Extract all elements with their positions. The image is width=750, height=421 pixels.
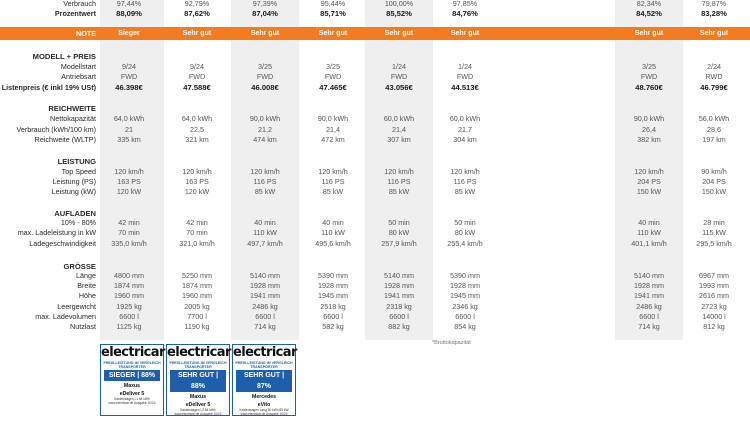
table-cell: 120 km/h — [250, 167, 280, 176]
table-cell: 43.056€ — [385, 83, 413, 92]
rating-cell: Sehr gut — [384, 30, 414, 37]
table-cell: 714 kg — [254, 322, 276, 331]
row-label: max. Ladeleistung in kW — [17, 228, 96, 237]
table-cell: 204 PS — [637, 177, 661, 186]
table-cell: 116 PS — [321, 177, 345, 186]
table-cell: 116 PS — [453, 177, 477, 186]
badge-detail: Kastenwagen L1 64 kWh — [114, 397, 150, 401]
table-cell: 1125 kg — [116, 322, 142, 331]
table-cell: FWD — [120, 72, 138, 81]
table-cell: 120 kW — [184, 187, 210, 196]
table-cell: 1945 mm — [450, 291, 480, 300]
table-cell: 4800 mm — [114, 271, 144, 280]
table-cell: 6600 l — [389, 312, 409, 321]
row-label: Verbrauch — [63, 0, 96, 8]
table-cell: 90,0 kWh — [317, 114, 349, 123]
badge-brand: Mercedes — [252, 394, 276, 400]
badge-model: eVito — [257, 402, 271, 408]
table-cell: FWD — [390, 72, 408, 81]
table-cell: 1190 kg — [184, 322, 210, 331]
table-cell: 6600 l — [323, 312, 343, 321]
table-cell: 21,7 — [458, 125, 472, 134]
table-cell: 88,09% — [116, 9, 142, 18]
table-cell: 120 km/h — [384, 167, 414, 176]
row-label: max. Ladevolumen — [35, 312, 96, 321]
row-label: Leistung (kW) — [51, 187, 96, 196]
badge-brand: Maxus — [189, 394, 207, 400]
table-cell: FWD — [456, 72, 474, 81]
section-heading: MODELL + PREIS — [32, 52, 96, 61]
badge-subtitle: PREIS-LEISTUNG IM VERGLEICH — [103, 361, 161, 365]
badge-issue: www.electricar.de Ausgabe 10/24 — [174, 412, 222, 416]
table-cell: 47.588€ — [183, 83, 211, 92]
table-cell: 6600 l — [119, 312, 139, 321]
badge-logo: electricar — [233, 345, 297, 360]
table-cell: 197 km — [702, 135, 726, 144]
table-cell: 97,44% — [116, 0, 142, 8]
table-cell: 1928 mm — [384, 281, 414, 290]
table-cell: 6967 mm — [699, 271, 729, 280]
award-badge — [100, 344, 164, 416]
table-cell: 85 kW — [322, 187, 344, 196]
rating-cell: Sehr gut — [699, 30, 729, 37]
badge-detail: Kastenwagen Lang 90 kWh 85 kW — [239, 408, 289, 412]
table-cell: 6600 l — [455, 312, 475, 321]
table-cell: 5390 mm — [318, 271, 348, 280]
table-cell: 42 min — [118, 218, 140, 227]
table-cell: 3/25 — [258, 62, 272, 71]
table-cell: 56,0 kWh — [698, 114, 730, 123]
table-cell: 335,0 km/h — [111, 239, 147, 248]
table-cell: 80 kW — [454, 228, 476, 237]
table-cell: 1874 mm — [182, 281, 212, 290]
section-heading: AUFLADEN — [54, 209, 96, 218]
table-cell: 84,52% — [636, 9, 662, 18]
note-label: NOTE — [76, 29, 96, 38]
table-cell: 14000 l — [702, 312, 726, 321]
table-cell: 28,6 — [707, 125, 721, 134]
table-cell: 64,0 kWh — [181, 114, 213, 123]
badge-logo: electricar — [167, 345, 231, 360]
table-cell: 21,4 — [326, 125, 340, 134]
table-cell: 44.513€ — [451, 83, 479, 92]
table-cell: 1925 kg — [116, 302, 142, 311]
table-cell: 21 — [125, 125, 133, 134]
table-cell: 60,0 kWh — [383, 114, 415, 123]
table-cell: 26,4 — [642, 125, 656, 134]
table-cell: 120 kW — [116, 187, 142, 196]
table-cell: 1/24 — [458, 62, 472, 71]
table-cell: 3/25 — [326, 62, 340, 71]
table-cell: 1945 mm — [318, 291, 348, 300]
badge-score: SEHR GUT | 88% — [170, 370, 226, 392]
table-cell: 1941 mm — [384, 291, 414, 300]
table-cell: 120 km/h — [114, 167, 144, 176]
table-cell: 120 km/h — [182, 167, 212, 176]
table-cell: 40 min — [638, 218, 660, 227]
table-cell: 48.760€ — [635, 83, 663, 92]
table-cell: 2723 kg — [701, 302, 727, 311]
table-cell: 812 kg — [703, 322, 725, 331]
row-label: 10% - 80% — [60, 218, 96, 227]
row-label: Leistung (PS) — [52, 177, 96, 186]
row-label: Höhe — [78, 291, 96, 300]
table-cell: 84,76% — [452, 9, 478, 18]
table-cell: 5140 mm — [634, 271, 664, 280]
table-cell: 5250 mm — [182, 271, 212, 280]
badge-subtitle: PREIS-LEISTUNG IM VERGLEICH — [169, 361, 227, 365]
table-cell: 321,0 km/h — [179, 239, 215, 248]
table-cell: 1928 mm — [318, 281, 348, 290]
badge-score: SEHR GUT | 87% — [236, 370, 292, 392]
table-cell: 255,4 km/h — [447, 239, 483, 248]
row-label: Verbrauch (kWh/100 km) — [16, 125, 96, 134]
badge-logo: electricar — [101, 345, 165, 360]
table-cell: 120 km/h — [450, 167, 480, 176]
badge-score: SIEGER | 88% — [104, 370, 160, 381]
table-cell: 85 kW — [388, 187, 410, 196]
table-cell: 64,0 kWh — [113, 114, 145, 123]
table-cell: 110 kW — [637, 228, 661, 237]
table-cell: 85,71% — [320, 9, 346, 18]
table-cell: 42 min — [186, 218, 208, 227]
table-cell: 582 kg — [322, 322, 344, 331]
row-label: Modellstart — [60, 62, 96, 71]
badge-subtitle: PREIS-LEISTUNG IM VERGLEICH — [235, 361, 293, 365]
table-cell: 79,87% — [701, 0, 727, 8]
table-cell: 90,0 kWh — [633, 114, 665, 123]
table-cell: 2/24 — [707, 62, 721, 71]
table-cell: 1960 mm — [114, 291, 144, 300]
table-cell: 2486 kg — [636, 302, 662, 311]
table-cell: 150 kW — [636, 187, 662, 196]
table-cell: 120 km/h — [318, 167, 348, 176]
table-cell: 6600 l — [255, 312, 275, 321]
table-cell: 70 min — [186, 228, 208, 237]
row-label: Antriebsart — [61, 72, 96, 81]
table-cell: 2005 kg — [184, 302, 210, 311]
table-cell: 304 km — [453, 135, 477, 144]
table-cell: 1/24 — [392, 62, 406, 71]
badge-issue: www.electricar.de Ausgabe 10/24 — [240, 412, 288, 416]
row-label: Nutzlast — [70, 322, 96, 331]
table-cell: FWD — [188, 72, 206, 81]
badge-category: TRANSPORTER — [250, 365, 278, 369]
table-cell: 472 km — [321, 135, 345, 144]
table-cell: 321 km — [185, 135, 209, 144]
badge-category: TRANSPORTER — [118, 365, 146, 369]
table-cell: 110 kW — [253, 228, 277, 237]
row-label: Top Speed — [61, 167, 96, 176]
table-cell: 40 min — [254, 218, 276, 227]
table-cell: 1993 mm — [699, 281, 729, 290]
rating-cell: Sehr gut — [250, 30, 280, 37]
table-cell: 6600 l — [639, 312, 659, 321]
table-cell: 50 min — [388, 218, 410, 227]
table-cell: 2486 kg — [252, 302, 278, 311]
table-cell: 50 min — [454, 218, 476, 227]
table-cell: 97,39% — [252, 0, 278, 8]
table-cell: 85,52% — [386, 9, 412, 18]
table-cell: 120 km/h — [634, 167, 664, 176]
badge-issue: www.electricar.de Ausgabe 10/24 — [108, 401, 156, 405]
row-label: Prozentwert — [54, 9, 96, 18]
table-cell: 47.465€ — [319, 83, 347, 92]
table-cell: 110 kW — [321, 228, 345, 237]
table-cell: 307 km — [387, 135, 411, 144]
table-cell: 92,79% — [184, 0, 210, 8]
table-cell: 82,34% — [636, 0, 662, 8]
table-cell: 1928 mm — [450, 281, 480, 290]
table-cell: 2518 kg — [320, 302, 346, 311]
table-cell: 7700 l — [187, 312, 207, 321]
table-cell: 83,28% — [701, 9, 727, 18]
table-cell: RWD — [705, 72, 723, 81]
row-label: Breite — [77, 281, 96, 290]
table-cell: 1928 mm — [634, 281, 664, 290]
table-cell: 335 km — [117, 135, 141, 144]
table-cell: 97,85% — [452, 0, 478, 8]
table-cell: 2318 kg — [386, 302, 412, 311]
table-cell: 1928 mm — [250, 281, 280, 290]
table-cell: 1960 mm — [182, 291, 212, 300]
row-label: Nettokapazität — [50, 114, 96, 123]
row-label: Leergewicht — [57, 302, 96, 311]
badge-detail: Kastenwagen L2 64 kWh — [180, 408, 216, 412]
table-cell: 257,9 km/h — [381, 239, 417, 248]
section-heading: GRÖSSE — [63, 262, 96, 271]
table-cell: 21,4 — [392, 125, 406, 134]
table-cell: 1874 mm — [114, 281, 144, 290]
table-cell: 46.398€ — [115, 83, 143, 92]
note-band — [0, 27, 750, 40]
table-cell: 46.799€ — [700, 83, 728, 92]
footnote: *Bruttokapazität — [432, 340, 471, 346]
table-cell: 204 PS — [702, 177, 726, 186]
row-label: Listenpreis (€ inkl 19% USt) — [1, 83, 96, 92]
rating-cell: Sehr gut — [450, 30, 480, 37]
rating-cell: Sieger — [118, 30, 140, 37]
table-cell: 163 PS — [185, 177, 209, 186]
section-heading: LEISTUNG — [57, 157, 96, 166]
award-badge — [232, 344, 296, 416]
table-cell: FWD — [640, 72, 658, 81]
table-cell: 21,2 — [258, 125, 272, 134]
table-cell: 40 min — [322, 218, 344, 227]
table-cell: 115 kW — [702, 228, 726, 237]
table-cell: 163 PS — [117, 177, 141, 186]
table-cell: 9/24 — [190, 62, 204, 71]
table-cell: 497,7 km/h — [247, 239, 283, 248]
row-label: Länge — [76, 271, 96, 280]
table-cell: 401,1 km/h — [631, 239, 667, 248]
table-cell: 2616 mm — [699, 291, 729, 300]
badge-brand: Maxus — [123, 383, 141, 389]
table-cell: 474 km — [253, 135, 277, 144]
table-cell: 70 min — [118, 228, 140, 237]
rating-cell: Sehr gut — [182, 30, 212, 37]
table-cell: 22,5 — [190, 125, 204, 134]
table-cell: 85 kW — [254, 187, 276, 196]
table-cell: 87,04% — [252, 9, 278, 18]
table-cell: 28 min — [703, 218, 725, 227]
table-cell: 5390 mm — [450, 271, 480, 280]
table-cell: 1941 mm — [634, 291, 664, 300]
table-cell: 90 km/h — [701, 167, 727, 176]
award-badge — [166, 344, 230, 416]
table-cell: 5140 mm — [384, 271, 414, 280]
table-cell: 295,5 km/h — [696, 239, 732, 248]
table-cell: 495,6 km/h — [315, 239, 351, 248]
table-cell: 116 PS — [387, 177, 411, 186]
section-heading: REICHWEITE — [48, 104, 96, 113]
table-cell: 5140 mm — [250, 271, 280, 280]
badge-category: TRANSPORTER — [184, 365, 212, 369]
table-cell: FWD — [256, 72, 274, 81]
table-cell: 382 km — [637, 135, 661, 144]
table-cell: 714 kg — [638, 322, 660, 331]
table-cell: 1941 mm — [250, 291, 280, 300]
table-cell: 95,44% — [320, 0, 346, 8]
table-cell: 80 kW — [388, 228, 410, 237]
table-cell: 85 kW — [454, 187, 476, 196]
table-cell: 854 kg — [454, 322, 476, 331]
table-cell: 9/24 — [122, 62, 136, 71]
table-cell: FWD — [324, 72, 342, 81]
table-cell: 882 kg — [388, 322, 410, 331]
row-label: Reichweite (WLTP) — [34, 135, 96, 144]
table-cell: 100,00% — [384, 0, 414, 8]
rating-cell: Sehr gut — [318, 30, 348, 37]
rating-cell: Sehr gut — [634, 30, 664, 37]
table-cell: 46.008€ — [251, 83, 279, 92]
table-cell: 150 kW — [701, 187, 727, 196]
table-cell: 116 PS — [253, 177, 277, 186]
badge-model: eDeliver 5 — [119, 391, 145, 397]
row-label: Ladegeschwindigkeit — [29, 239, 96, 248]
table-cell: 87,62% — [184, 9, 210, 18]
table-cell: 60,0 kWh — [449, 114, 481, 123]
table-cell: 90,0 kWh — [249, 114, 281, 123]
table-cell: 3/25 — [642, 62, 656, 71]
badge-model: eDeliver 5 — [185, 402, 211, 408]
table-cell: 2346 kg — [452, 302, 478, 311]
